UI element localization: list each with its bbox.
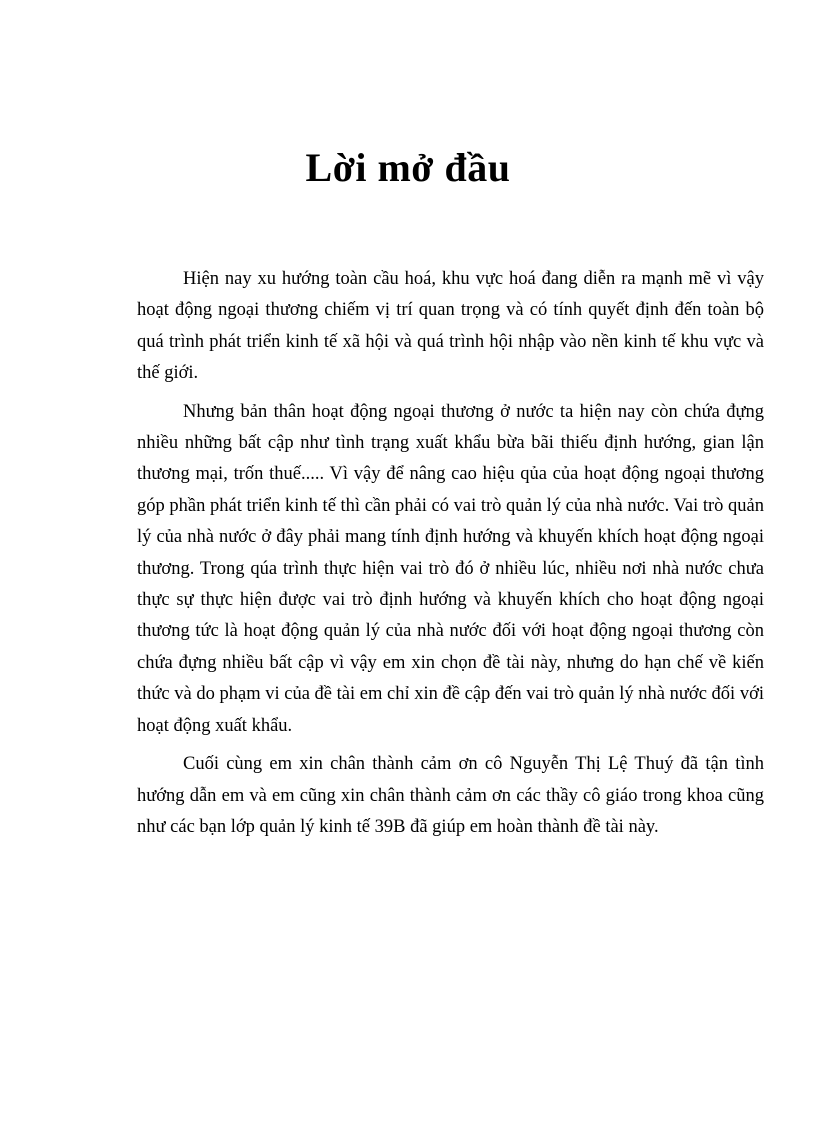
document-body — [137, 264, 764, 850]
paragraph-acknowledgement: Cuối cùng em xin chân thành cảm ơn cô Nguyễn Thị Lệ Thuý đã tận tình hướng dẫn em và em cũng xin chân thành cảm ơn các thầy cô giáo trong khoa cũng như các bạn lớp quản lý kinh tế 39B đã giúp em hoàn thành đề tài này. — [137, 754, 764, 837]
page-title: Lời mở đầu — [305, 145, 511, 190]
paragraph-main: Nhưng bản thân hoạt động ngoại thương ở nước ta hiện nay còn chứa đựng nhiều những bất cập như tình trạng xuất khẩu bừa bãi thiếu định hướng, gian lận thương mại, trốn thuế..... Vì vậy để nâng cao hiệu qủa của hoạt động ngoại thương góp phần phát triển kinh tế thì cần phải có vai trò quản lý của nhà nước. Vai trò quản lý của nhà nước ở đây phải mang tính định hướng và khuyến khích hoạt động ngoại thương. Trong qúa trình thực hiện vai trò đó ở nhiều lúc, nhiều nơi nhà nước chưa thực sự thực hiện được vai trò định hướng và khuyến khích cho hoạt động ngoại thương tức là hoạt động quản lý của nhà nước đối với hoạt động ngoại thương còn chứa đựng nhiều bất cập vì vậy em xin chọn đề tài này, nhưng do hạn chế về kiến thức và do phạm vi của đề tài em chỉ xin đề cập đến vai trò quản lý nhà nước đối với hoạt động xuất khẩu. — [137, 401, 764, 736]
paragraph-intro: Hiện nay xu hướng toàn cầu hoá, khu vực hoá đang diễn ra mạnh mẽ vì vậy hoạt động ngoại thương chiếm vị trí quan trọng và có tính quyết định đến toàn bộ quá trình phát triển kinh tế xã hội và quá trình hội nhập vào nền kinh tế khu vực và thế giới. — [137, 269, 764, 384]
